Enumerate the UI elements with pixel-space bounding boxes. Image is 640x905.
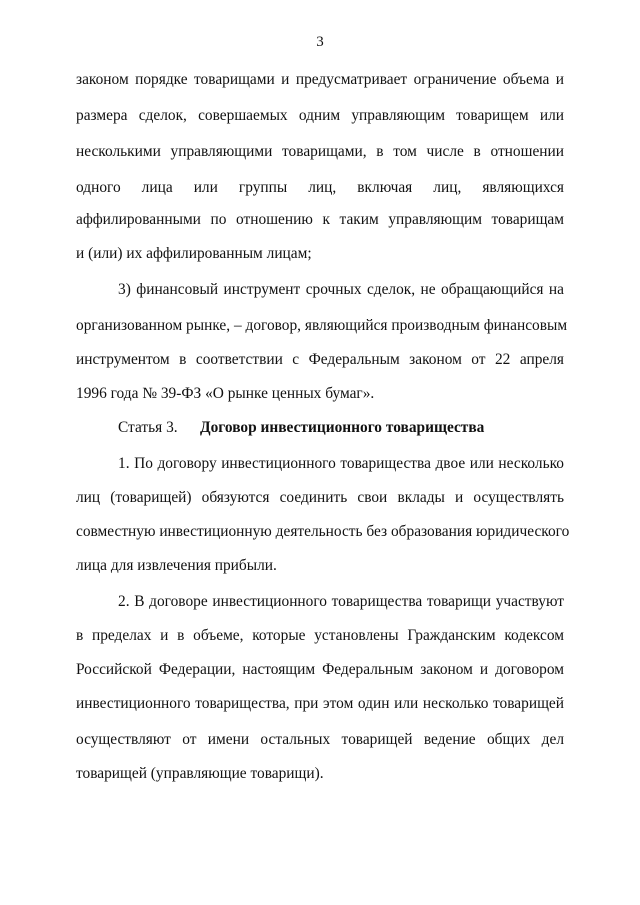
text-line: 1. По договору инвестиционного товарищества двое или несколько — [118, 455, 564, 472]
text-line: несколькими управляющими товарищами, в том числе в отношении — [76, 143, 564, 160]
text-line: 2. В договоре инвестиционного товарищества товарищи участвуют — [118, 593, 564, 610]
text-line: инвестиционного товарищества, при этом один или несколько товарищей — [76, 695, 564, 712]
page-number: 3 — [316, 34, 324, 50]
text-line: инструментом в соответствии с Федеральным законом от 22 апреля — [76, 351, 564, 368]
text-line: лица для извлечения прибыли. — [76, 557, 277, 574]
text-line: 1996 года № 39-ФЗ «О рынке ценных бумаг». — [76, 385, 375, 402]
text-line: осуществляют от имени остальных товарищей ведение общих дел — [76, 731, 564, 748]
text-line: совместную инвестиционную деятельность без образования юридического — [76, 523, 570, 540]
text-line: лиц (товарищей) обязуются соединить свои вклады и осуществлять — [76, 489, 564, 506]
text-line: одного лица или группы лиц, включая лиц, являющихся — [76, 179, 564, 196]
text-line: размера сделок, совершаемых одним управляющим товарищем или — [76, 107, 564, 124]
text-line: 3) финансовый инструмент срочных сделок, не обращающийся на — [118, 281, 564, 298]
text-line: и (или) их аффилированным лицам; — [76, 245, 312, 262]
article-label: Статья 3. — [118, 419, 178, 436]
text-line: товарищей (управляющие товарищи). — [76, 765, 324, 782]
text-line: аффилированными по отношению к таким управляющим товарищам — [76, 211, 564, 228]
text-line: Российской Федерации, настоящим Федеральным законом и договором — [76, 661, 564, 678]
text-line: законом порядке товарищами и предусматривает ограничение объема и — [76, 71, 564, 88]
text-line: в пределах и в объеме, которые установлены Гражданским кодексом — [76, 627, 564, 644]
text-line: организованном рынке, – договор, являющийся производным финансовым — [76, 317, 568, 334]
article-title: Договор инвестиционного товарищества — [200, 419, 485, 436]
